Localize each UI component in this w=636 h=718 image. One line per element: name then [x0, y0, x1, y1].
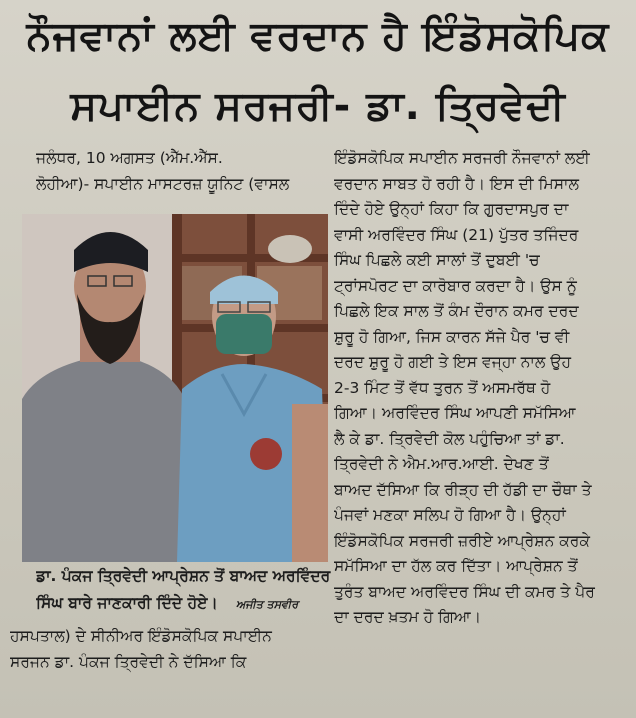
text-line: ਲੋਹੀਆ)- ਸਪਾਈਨ ਮਾਸਟਰਜ਼ ਯੂਨਿਟ (ਵਾਸਲ [36, 174, 290, 193]
text-line: ਦਾ ਦਰਦ ਖ਼ਤਮ ਹੋ ਗਿਆ। [334, 608, 482, 626]
text-line: ਟ੍ਰਾਂਸਪੋਰਟ ਦਾ ਕਾਰੋਬਾਰ ਕਰਦਾ ਹੈ। ਉਸ ਨੂੰ [334, 276, 577, 295]
photo-credit: ਅਜੀਤ ਤਸਵੀਰ [235, 598, 299, 611]
text-line: ਤੁਰੰਤ ਬਾਅਦ ਅਰਵਿੰਦਰ ਸਿੰਘ ਦੀ ਕਮਰ ਤੇ ਪੈਰ [334, 582, 595, 601]
headline-line-2: ਸਪਾਈਨ ਸਰਜਰੀ- ਡਾ. ਤ੍ਰਿਵੇਦੀ [70, 83, 566, 129]
text-line: ਇੰਡੋਸਕੋਪਿਕ ਸਰਜਰੀ ਜ਼ਰੀਏ ਆਪ੍ਰੇਸ਼ਨ ਕਰਕੇ [334, 531, 590, 550]
text-line: ਸਮੱਸਿਆ ਦਾ ਹੱਲ ਕਰ ਦਿੱਤਾ। ਆਪ੍ਰੇਸ਼ਨ ਤੋਂ [334, 557, 578, 575]
caption-text: ਸਿੰਘ ਬਾਰੇ ਜਾਣਕਾਰੀ ਦਿੰਦੇ ਹੋਏ। [36, 594, 218, 612]
headline-line-1: ਨੌਜਵਾਨਾਂ ਲਈ ਵਰਦਾਨ ਹੈ ਇੰਡੋਸਕੋਪਿਕ [26, 13, 610, 59]
caption-line: ਡਾ. ਪੰਕਜ ਤ੍ਰਿਵੇਦੀ ਆਪ੍ਰੇਸ਼ਨ ਤੋਂ ਬਾਅਦ ਅਰਵਿੰਦਰ [36, 567, 331, 585]
article-column-left-top [36, 146, 326, 197]
text-line: ਦਰਦ ਸ਼ੁਰੂ ਹੋ ਗਈ ਤੇ ਇਸ ਵਜ੍ਹਾ ਨਾਲ ਉਹ [334, 353, 571, 371]
text-line: ਜਲੰਧਰ, 10 ਅਗਸਤ (ਐੱਮ.ਐੱਸ. [36, 149, 223, 167]
text-line: ਵਰਦਾਨ ਸਾਬਤ ਹੋ ਰਹੀ ਹੈ। ਇਸ ਦੀ ਮਿਸਾਲ [334, 174, 579, 193]
text-line: ਵਾਸੀ ਅਰਵਿੰਦਰ ਸਿੰਘ (21) ਪੁੱਤਰ ਤਜਿੰਦਰ [334, 225, 579, 244]
text-line: ਪੰਜਵਾਂ ਮਣਕਾ ਸਲਿਪ ਹੋ ਗਿਆ ਹੈ। ਉਨ੍ਹਾਂ [334, 506, 566, 524]
text-line: 2-3 ਮਿੰਟ ਤੋਂ ਵੱਧ ਤੁਰਨ ਤੋਂ ਅਸਮਰੱਥ ਹੋ [334, 378, 551, 397]
news-photo [22, 214, 328, 562]
article-column-left-bottom [10, 624, 330, 675]
text-line: ਸਿੰਘ ਪਿਛਲੇ ਕਈ ਸਾਲਾਂ ਤੋਂ ਦੁਬਈ 'ਚ [334, 251, 540, 269]
text-line: ਲੈ ਕੇ ਡਾ. ਤ੍ਰਿਵੇਦੀ ਕੋਲ ਪਹੁੰਚਿਆ ਤਾਂ ਡਾ. [334, 429, 565, 448]
text-line: ਇੰਡੋਸਕੋਪਿਕ ਸਪਾਈਨ ਸਰਜਰੀ ਨੌਜਵਾਨਾਂ ਲਈ [334, 149, 590, 167]
text-line: ਤ੍ਰਿਵੇਦੀ ਨੇ ਐਮ.ਆਰ.ਆਈ. ਦੇਖਣ ਤੋਂ [334, 455, 549, 473]
text-line: ਸਰਜਨ ਡਾ. ਪੰਕਜ ਤ੍ਰਿਵੇਦੀ ਨੇ ਦੱਸਿਆ ਕਿ [10, 652, 247, 671]
photo-illustration [22, 214, 328, 562]
text-line: ਪਿਛਲੇ ਇਕ ਸਾਲ ਤੋਂ ਕੰਮ ਦੌਰਾਨ ਕਮਰ ਦਰਦ [334, 302, 579, 320]
text-line: ਹਸਪਤਾਲ) ਦੇ ਸੀਨੀਅਰ ਇੰਡੋਸਕੋਪਿਕ ਸਪਾਈਨ [10, 627, 272, 645]
text-line: ਗਿਆ। ਅਰਵਿੰਦਰ ਸਿੰਘ ਆਪਣੀ ਸਮੱਸਿਆ [334, 404, 576, 422]
text-line: ਸ਼ੁਰੂ ਹੋ ਗਿਆ, ਜਿਸ ਕਾਰਨ ਸੱਜੇ ਪੈਰ 'ਚ ਵੀ [334, 327, 570, 346]
article-column-right [334, 146, 634, 631]
caption-line [36, 590, 331, 617]
photo-caption [36, 563, 331, 617]
text-line: ਬਾਅਦ ਦੱਸਿਆ ਕਿ ਰੀੜ੍ਹ ਦੀ ਹੱਡੀ ਦਾ ਚੌਥਾ ਤੇ [334, 480, 592, 499]
text-line: ਦਿੰਦੇ ਹੋਏ ਉਨ੍ਹਾਂ ਕਿਹਾ ਕਿ ਗੁਰਦਾਸਪੁਰ ਦਾ [334, 200, 569, 218]
